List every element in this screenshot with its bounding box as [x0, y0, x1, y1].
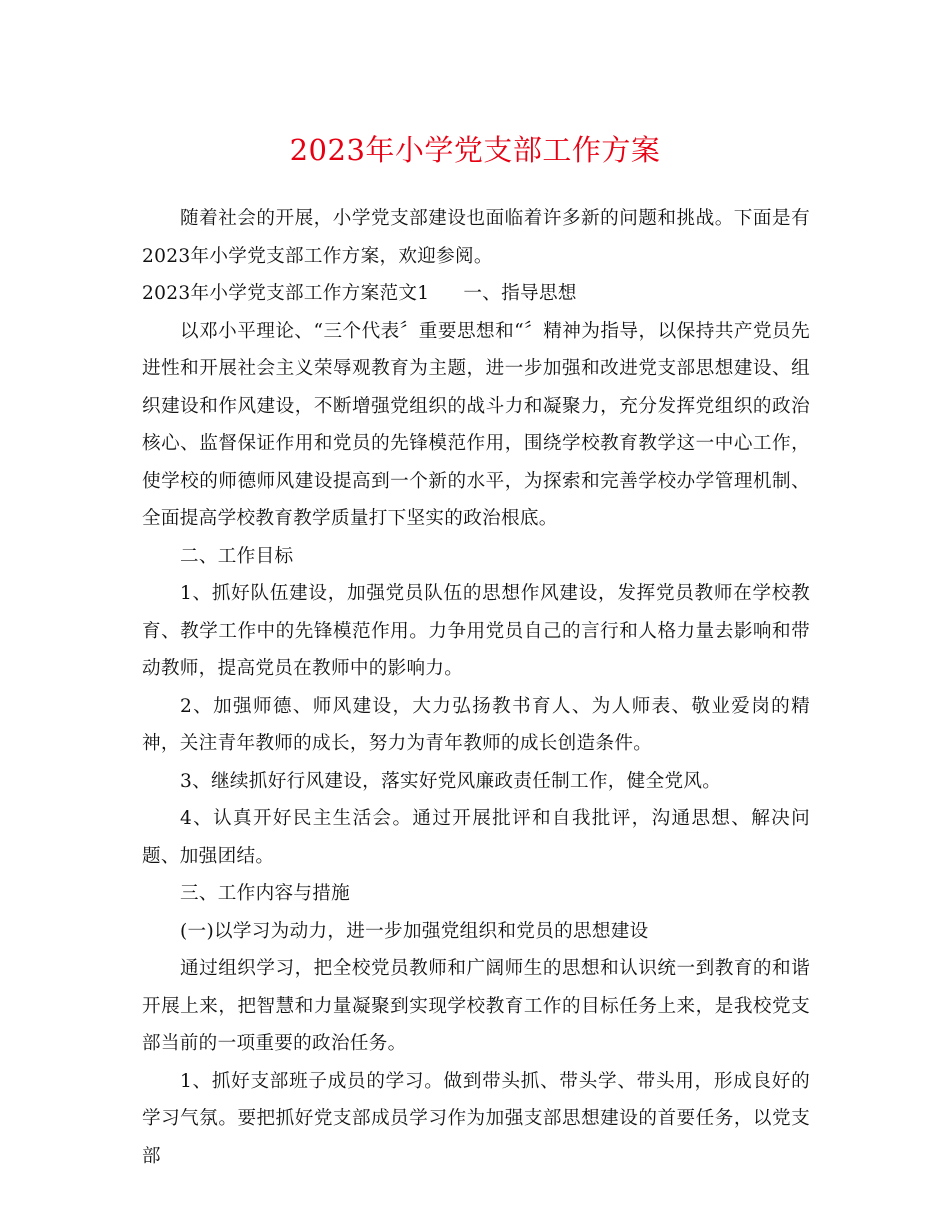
section3-heading: 三、工作内容与措施	[180, 883, 351, 904]
sample-heading: 2023年小学党支部工作方案范文1	[142, 283, 430, 304]
sample-heading-line	[142, 275, 810, 313]
document-body	[142, 200, 810, 1175]
goal-item: 4、认真开好民主生活会。通过开展批评和自我批评，沟通思想、解决问题、加强团结。	[142, 808, 810, 867]
subsection1-heading: (一)以学习为动力，进一步加强党组织和党员的思想建设	[180, 920, 649, 942]
section1-heading: 一、指导思想	[463, 283, 577, 304]
document-title: 2023年小学党支部工作方案	[289, 133, 661, 167]
goal-item: 3、继续抓好行风建设，落实好党风廉政责任制工作，健全党风。	[180, 770, 722, 792]
goal-item: 1、抓好队伍建设，加强党员队伍的思想作风建设，发挥党员教师在学校教育、教学工作中的先锋模范作用。力争用党员自己的言行和人格力量去影响和带动教师，提高党员在教师中的影响力。	[142, 583, 810, 679]
section2-heading: 二、工作目标	[180, 545, 294, 567]
section1-body: 以邓小平理论、“三个代表〞重要思想和“〞精神为指导，以保持共产党员先进性和开展社会主义荣辱观教育为主题，进一步加强和改进党支部思想建设、组织建设和作风建设，不断增强党组织的战斗力和凝聚力，充分发挥党组织的政治核心、监督保证作用和党员的先锋模范作用，围绕学校教育教学这一中心工作，使学校的师德师风建设提高到一个新的水平，为探索和完善学校办学管理机制、全面提高学校教育教学质量打下坚实的政治根底。	[142, 320, 810, 529]
subsection1-item: 1、抓好支部班子成员的学习。做到带头抓、带头学、带头用，形成良好的学习气氛。要把抓好党支部成员学习作为加强支部思想建设的首要任务，以党支部	[142, 1070, 810, 1167]
goal-item: 2、加强师德、师风建设，大力弘扬教书育人、为人师表、敬业爱岗的精神，关注青年教师的成长，努力为青年教师的成长创造条件。	[142, 695, 810, 754]
intro-paragraph: 随着社会的开展，小学党支部建设也面临着许多新的问题和挑战。下面是有2023年小学党支部工作方案，欢迎参阅。	[142, 208, 810, 267]
subsection1-body: 通过组织学习，把全校党员教师和广阔师生的思想和认识统一到教育的和谐开展上来，把智慧和力量凝聚到实现学校教育工作的目标任务上来，是我校党支部当前的一项重要的政治任务。	[142, 958, 810, 1054]
